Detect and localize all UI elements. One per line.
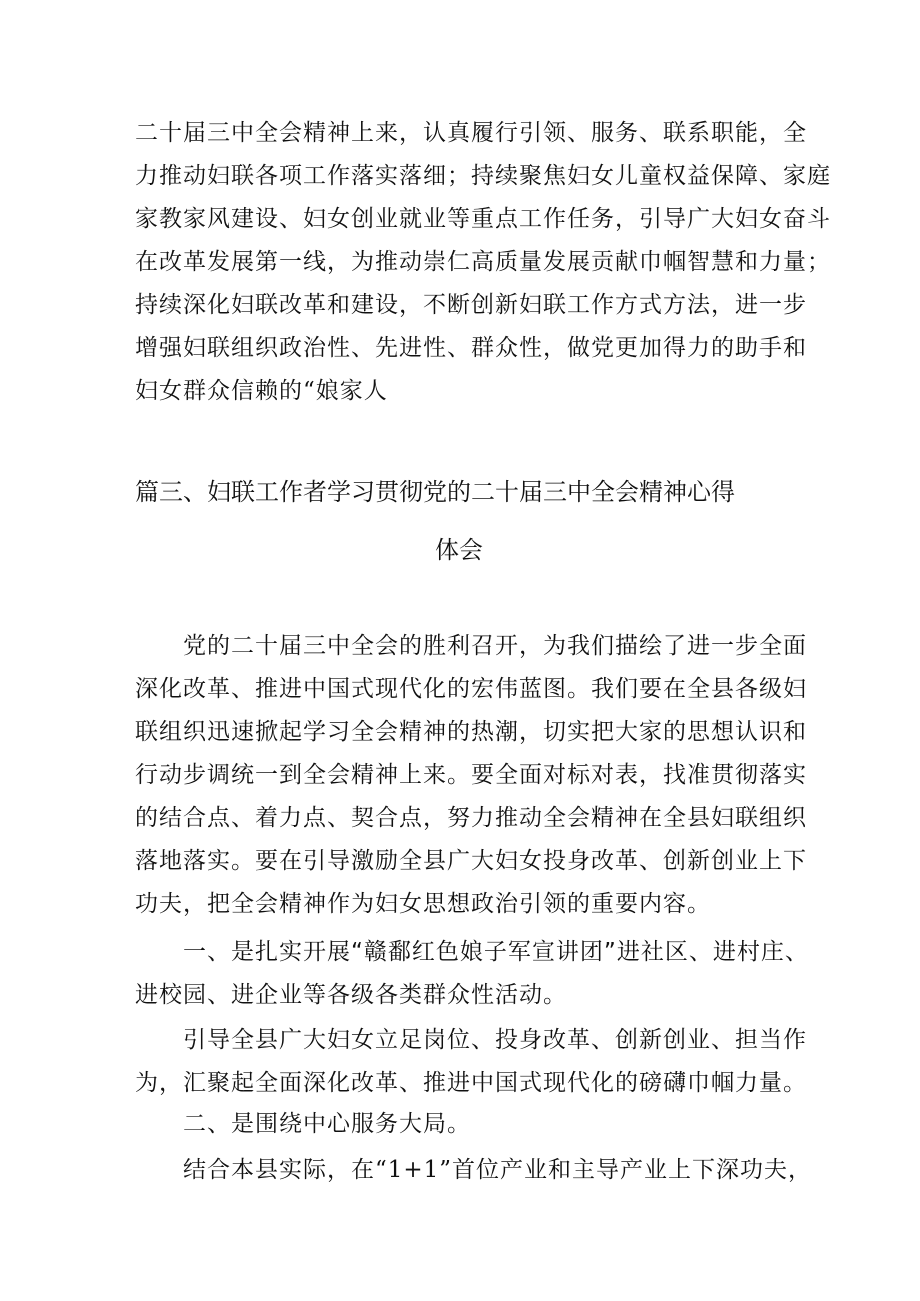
text-line: 功夫，把全会精神作为妇女思想政治引领的重要内容。: [135, 891, 711, 917]
section-title-continuation: 体会: [435, 536, 483, 564]
text-line: 引导全县广大妇女立足岗位、投身改革、创新创业、担当作: [183, 1027, 807, 1053]
text-line: 二十届三中全会精神上来，认真履行引领、服务、联系职能，全: [135, 120, 807, 146]
text-line: 持续深化妇联改革和建设，不断创新妇联工作方式方法，进一步: [135, 292, 807, 318]
text-line: 结合本县实际，在“1+1”首位产业和主导产业上下深功夫，: [183, 1157, 813, 1183]
text-line: 力推动妇联各项工作落实落细；持续聚焦妇女儿童权益保障、家庭: [135, 163, 831, 189]
point-two-heading: 二、是围绕中心服务大局。: [183, 1111, 471, 1137]
text-line: 为，汇聚起全面深化改革、推进中国式现代化的磅礴巾帼力量。: [135, 1070, 807, 1096]
text-line: 落地落实。要在引导激励全县广大妇女投身改革、创新创业上下: [135, 848, 807, 874]
text-line: 党的二十届三中全会的胜利召开，为我们描绘了进一步全面: [183, 633, 807, 659]
text-line: 增强妇联组织政治性、先进性、群众性，做党更加得力的助手和: [135, 335, 807, 361]
text-line: 在改革发展第一线，为推动崇仁高质量发展贡献巾帼智慧和力量；: [135, 249, 831, 275]
heading-line: 进校园、进企业等各级各类群众性活动。: [135, 982, 567, 1008]
text-line: 妇女群众信赖的“娘家人: [135, 378, 388, 404]
text-line: 家教家风建设、妇女创业就业等重点工作任务，引导广大妇女奋斗: [135, 206, 831, 232]
text-line: 行动步调统一到全会精神上来。要全面对标对表，找准贯彻落实: [135, 762, 807, 788]
text-line: 深化改革、推进中国式现代化的宏伟蓝图。我们要在全县各级妇: [135, 676, 807, 702]
heading-line: 一、是扎实开展“赣鄱红色娘子军宣讲团”进社区、进村庄、: [183, 939, 809, 965]
text-line: 联组织迅速掀起学习全会精神的热潮，切实把大家的思想认识和: [135, 719, 807, 745]
section-title: 篇三、妇联工作者学习贯彻党的二十届三中全会精神心得: [135, 478, 735, 506]
text-line: 的结合点、着力点、契合点，努力推动全会精神在全县妇联组织: [135, 805, 807, 831]
